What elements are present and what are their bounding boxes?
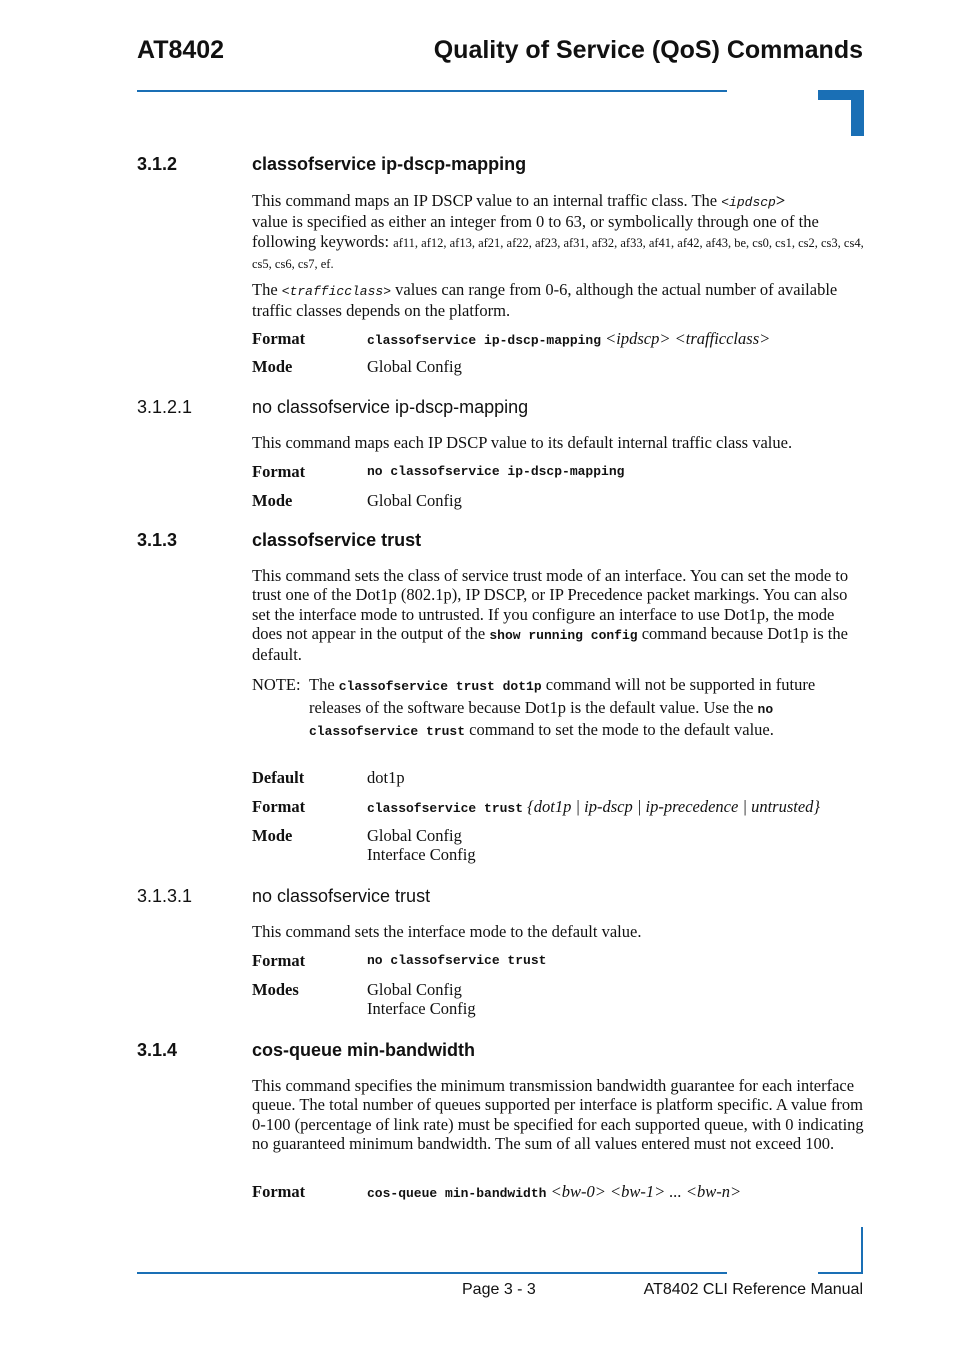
- text: value is specified as either an integer from 0 to 63, or symbolically through one of the following keywords:: [252, 212, 819, 251]
- paragraph: This command maps each IP DSCP value to its default internal traffic class value.: [252, 433, 793, 452]
- corner-mark-top-vertical: [851, 90, 864, 136]
- section-heading-3-1-3: [137, 530, 421, 551]
- header-product: AT8402: [137, 36, 225, 64]
- manual-title: AT8402 CLI Reference Manual: [643, 1281, 863, 1298]
- mode-value: Interface Config: [367, 845, 476, 865]
- corner-mark-bottom-horizontal: [818, 1272, 863, 1274]
- mode-label: Mode: [252, 357, 293, 376]
- command: classofservice ip-dscp-mapping: [367, 333, 602, 348]
- section-title: classofservice trust: [252, 530, 422, 550]
- command: no classofservice trust: [367, 953, 547, 968]
- default-label: Default: [252, 768, 305, 787]
- text: This command maps an IP DSCP value to an internal traffic class. The: [252, 191, 722, 210]
- text: The: [309, 675, 339, 694]
- text: >: [775, 191, 786, 210]
- inline-code: show running config: [489, 627, 638, 643]
- text: command will not be supported in future releases of the software because Dot1p is the default value. Use the: [309, 675, 816, 717]
- mode-value: Global Config: [367, 491, 462, 510]
- section-number: 3.1.2: [137, 154, 178, 174]
- section-title: no classofservice ip-dscp-mapping: [252, 397, 529, 417]
- text: command to set the mode to the default value.: [465, 720, 774, 739]
- mode-value: Global Config: [367, 980, 462, 999]
- format-label: Format: [252, 462, 306, 481]
- paragraph: This command specifies the minimum transmission bandwidth guarantee for each interface queue. The total number of queues supported per interface is platform specific. A value from 0-100 (percentage of link rate) must be specified for each supported queue, with 0 indicating no guaranteed minimum bandwidth. The sum of all values entered must not exceed 100.: [252, 1076, 864, 1153]
- format-label: Format: [252, 1182, 306, 1201]
- text: values can range from 0-6, although the actual number of available traffic classes depends on the platform.: [252, 280, 838, 321]
- command-args: {dot1p | ip-dscp | ip-precedence | untrusted}: [527, 797, 821, 816]
- mode-value: Global Config: [367, 826, 462, 845]
- section-heading-3-1-3-1: [137, 886, 430, 907]
- default-value: dot1p: [367, 768, 405, 787]
- paragraph: [252, 191, 867, 274]
- section-title: cos-queue min-bandwidth: [252, 1040, 475, 1060]
- command: no classofservice ip-dscp-mapping: [367, 464, 625, 479]
- note-label: NOTE:: [252, 675, 301, 694]
- text: The: [252, 280, 282, 299]
- format-value: [367, 329, 770, 350]
- inline-code: <ipdscp: [721, 195, 776, 210]
- paragraph: [252, 280, 867, 321]
- section-heading-3-1-4: [137, 1040, 475, 1061]
- note-body: [309, 675, 849, 743]
- header-chapter-title: Quality of Service (QoS) Commands: [433, 36, 863, 64]
- page-number: Page 3 - 3: [462, 1281, 536, 1298]
- section-number: 3.1.3.1: [137, 886, 193, 906]
- inline-code: no classofservice trust: [309, 701, 774, 739]
- format-value: [367, 1182, 741, 1203]
- header-rule: [137, 90, 727, 92]
- section-number: 3.1.2.1: [137, 397, 193, 417]
- text: command because Dot1p is the default.: [252, 623, 848, 665]
- section-number: 3.1.4: [137, 1040, 178, 1060]
- command-args: <ipdscp> <trafficclass>: [605, 329, 771, 348]
- section-heading-3-1-2: [137, 154, 526, 175]
- command-args: <bw-0> <bw-1> ... <bw-n>: [550, 1182, 742, 1201]
- section-title: no classofservice trust: [252, 886, 431, 906]
- corner-mark-bottom: [861, 1227, 863, 1274]
- format-label: Format: [252, 797, 306, 816]
- mode-values: [367, 826, 476, 865]
- text: This command sets the class of service trust mode of an interface. You can set the mode to trust one of the Dot1p (802.1p), IP DSCP, or IP Precedence packet markings. You can also set the interface mode to untrusted. If you configure an interface to use Dot1p, the mode does not appear in the output of the: [252, 566, 849, 643]
- inline-code: classofservice trust dot1p: [338, 679, 542, 694]
- mode-label: Mode: [252, 491, 293, 510]
- section-number: 3.1.3: [137, 530, 178, 550]
- mode-label: Modes: [252, 980, 299, 999]
- mode-label: Mode: [252, 826, 293, 845]
- command: classofservice trust: [367, 801, 524, 816]
- format-label: Format: [252, 951, 306, 970]
- paragraph: [252, 566, 867, 664]
- inline-code: <trafficclass>: [281, 284, 391, 299]
- command: cos-queue min-bandwidth: [367, 1186, 547, 1201]
- section-heading-3-1-2-1: [137, 397, 528, 418]
- footer-rule: [137, 1272, 727, 1274]
- mode-values: [367, 980, 476, 1019]
- format-value: [367, 797, 820, 818]
- format-label: Format: [252, 329, 306, 348]
- keyword-list: af11, af12, af13, af21, af22, af23, af31, af32, af33, af41, af42, af43, be, cs0, cs1, cs2, cs3, cs4, cs5, cs6, cs7, ef.: [252, 235, 864, 271]
- paragraph: This command sets the interface mode to the default value.: [252, 922, 642, 941]
- mode-value: Interface Config: [367, 999, 476, 1019]
- section-title: classofservice ip-dscp-mapping: [252, 154, 527, 174]
- mode-value: Global Config: [367, 357, 462, 376]
